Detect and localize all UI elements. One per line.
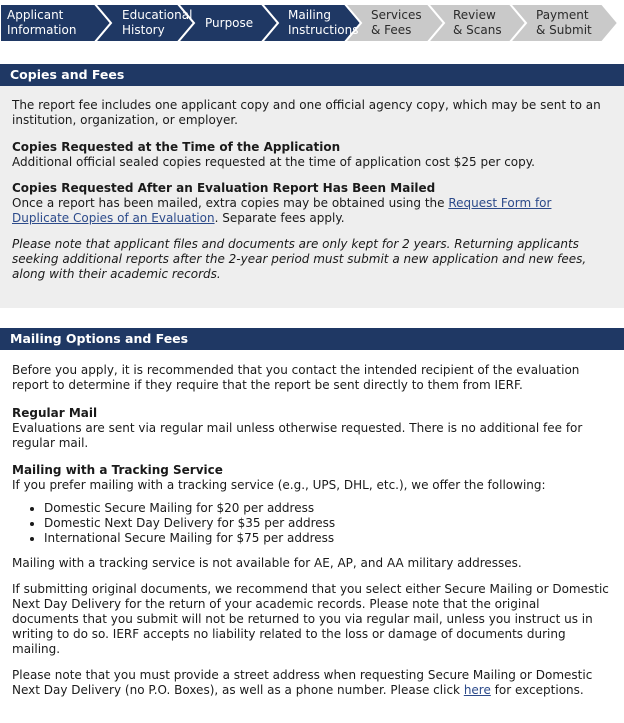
regular-mail-heading: Regular Mail: [12, 406, 98, 420]
mailing-section-body: [0, 350, 624, 710]
copies-at-time-heading: Copies Requested at the Time of the Application: [12, 140, 341, 154]
step-1-label[interactable]: [7, 8, 94, 42]
mailing-intro: Before you apply, it is recommended that you contact the intended recipient of the evaluation report to determine if they require that the report be sent directly to them from IERF.: [12, 363, 580, 392]
step-label-line: & Submit: [536, 23, 592, 37]
step-6-label[interactable]: [453, 8, 527, 42]
mailing-section-title: Mailing Options and Fees: [0, 328, 624, 350]
step-label-line: History: [122, 23, 165, 37]
copies-retention-note: Please note that applicant files and documents are only kept for 2 years. Returning applicants seeking additional reports after the 2-year period must submit a new application and new fees, along with their academic records.: [12, 237, 587, 281]
step-label-line: & Fees: [371, 23, 412, 37]
street-address-note: [12, 668, 610, 698]
tracking-service-text: If you prefer mailing with a tracking service (e.g., UPS, DHL, etc.), we offer the following:: [12, 478, 546, 492]
regular-mail-text: Evaluations are sent via regular mail unless otherwise requested. There is no additional fee for regular mail.: [12, 421, 583, 450]
tracking-service-heading: Mailing with a Tracking Service: [12, 463, 223, 477]
list-item: • Domestic Secure Mailing for $20 per address: [44, 501, 610, 516]
copies-intro: The report fee includes one applicant copy and one official agency copy, which may be sent to an institution, organization, or employer.: [12, 98, 601, 127]
copies-section: [0, 64, 624, 308]
step-7-label[interactable]: [536, 8, 616, 42]
street-address-text-after: for exceptions.: [490, 683, 584, 697]
step-3-label[interactable]: Purpose: [205, 16, 254, 30]
exceptions-link[interactable]: here: [463, 683, 491, 697]
step-label-line: Information: [7, 23, 77, 37]
military-address-note: Mailing with a tracking service is not available for AE, AP, and AA military addresses.: [12, 556, 522, 570]
step-label-line: Instructions: [288, 23, 359, 37]
copies-after-text: [12, 196, 610, 226]
step-label-line: & Scans: [453, 23, 502, 37]
step-label-line: Applicant: [7, 8, 64, 22]
list-item: • International Secure Mailing for $75 per address: [44, 531, 610, 546]
copies-section-title: Copies and Fees: [0, 64, 624, 86]
mailing-options-list: [44, 501, 610, 546]
step-label-line: Educational: [122, 8, 193, 22]
street-address-text-before: Please note that you must provide a street address when requesting Secure Mailing or Domestic Next Day Delivery (no P.O. Boxes), as well as a phone number. Please click: [12, 668, 593, 697]
step-4-label[interactable]: [288, 8, 363, 42]
step-2-label[interactable]: [122, 8, 197, 42]
step-label-line: Review: [453, 8, 496, 22]
copies-section-body: [0, 86, 624, 308]
step-label-line: Payment: [536, 8, 589, 22]
step-label-line: Mailing: [288, 8, 331, 22]
copies-after-heading: Copies Requested After an Evaluation Report Has Been Mailed: [12, 181, 436, 195]
copies-after-text-before: Once a report has been mailed, extra copies may be obtained using the: [12, 196, 449, 210]
list-item: • Domestic Next Day Delivery for $35 per address: [44, 516, 610, 531]
progress-steps: [0, 0, 624, 44]
copies-after-text-after: . Separate fees apply.: [214, 211, 345, 225]
original-documents-note: If submitting original documents, we recommend that you select either Secure Mailing or Domestic Next Day Delivery for the return of your academic records. Please note that the original documents that you submit will not be returned to you via regular mail, unless you instruct us in writing to do so. IERF accepts no liability related to the loss or damage of documents during mailing.: [12, 582, 609, 656]
step-label-line: Services: [371, 8, 422, 22]
mailing-section: [0, 328, 624, 710]
duplicate-request-form-link[interactable]: Request Form for Duplicate Copies of an Evaluation: [12, 196, 552, 225]
copies-at-time-text: Additional official sealed copies requested at the time of application cost $25 per copy.: [12, 155, 535, 169]
step-5-label[interactable]: [371, 8, 446, 42]
